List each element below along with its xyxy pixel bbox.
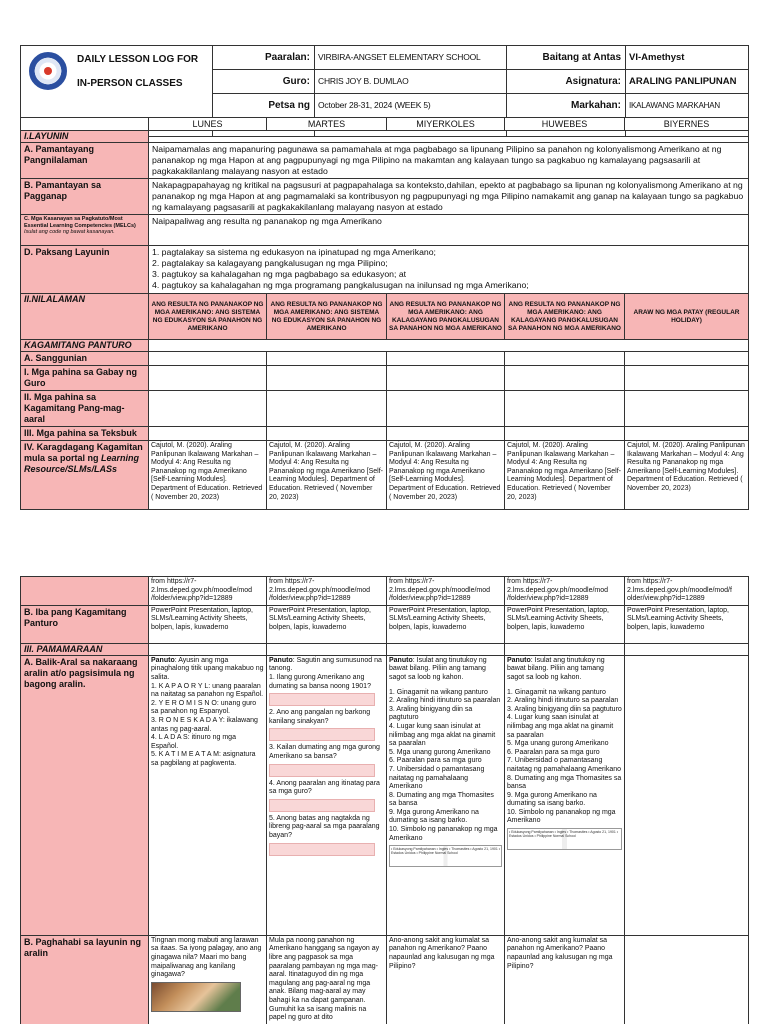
section-pamamaraan: III. PAMAMARAAN <box>21 643 149 655</box>
nilalaman-topic: ARAW NG MGA PATAY (REGULAR HOLIDAY) <box>625 294 749 340</box>
list-item: 1. pagtalakay sa sistema ng edukasyon na ipinatupad ng mga Amerikano; <box>152 247 436 257</box>
list-item: 2. pagtalakay sa kalagayang pangkalusugan ng mga Pilipino; <box>152 258 388 268</box>
answer-box[interactable] <box>269 764 375 777</box>
list-item: 3. R O N E S K A D A Y: ikalawang antas ng pag-aaral. <box>151 716 258 733</box>
guro-label: Guro: <box>213 70 315 94</box>
list-item: 8. Dumating ang mga Thomasites sa bansa <box>389 791 494 808</box>
day-header-blank <box>21 118 149 131</box>
balik-aral-lunes: Panuto: Ayusin ang mga pinaghalong titik upang makabuo ng salita. 1. K A P A O R Y L: unang paaralan na naitatag sa panahon ng Español. 2. Y E R O M I S N O: unang guro sa panahon ng Espanyol. 3. R O N E S K A D A Y: ikalawang antas ng pag-aaral. 4. L A D A S: itinuro ng mga Español. 5. K A T I M E A T A M: asignatura sa pagbilang at pagkwenta. <box>149 655 267 935</box>
nilalaman-topic: ANG RESULTA NG PANANAKOP NG MGA AMERIKANO: ANG SISTEMA NG EDUKASYON SA PANAHON NG AMERIKANO <box>267 294 387 340</box>
list-item: 4. pagtukoy sa kahalagahan ng mga programang pangkalusugan na inilunsad ng mga Amerikano; <box>152 280 529 290</box>
list-item: 10. Simbolo ng pananakop ng mga Amerikano <box>389 826 498 842</box>
kagamitan-cell: PowerPoint Presentation, laptop, SLMs/Learning Activity Sheets, bolpen, lapis, kuwaderno <box>505 605 625 643</box>
list-item: 1. Ilang gurong Amerikano ang dumating sa bansa noong 1901? <box>269 673 371 690</box>
asignatura-label: Asignatura: <box>507 70 626 94</box>
list-item: 3. Kailan dumating ang mga gurong Amerikano sa bansa? <box>269 744 380 760</box>
answer-box[interactable] <box>269 843 375 856</box>
list-item: 5. Anong batas ang nagtakda ng libreng pag-aaral sa mga paaralang bayan? <box>269 814 380 839</box>
list-item: 4. Lugar kung saan isinulat at nilimbag ang mga aklat na ginamit sa paaralan <box>389 722 496 748</box>
section-layunin: I.LAYUNIN <box>21 131 149 143</box>
choices-box: • Edukasyong Pamilyahanan • Ingles • Thomasites • Agosto 21, 1901 • Estados Unidos • Philippine Normal School <box>389 845 502 867</box>
label-melcs: C. Mga Kasanayan sa Pagkatuto/Most Essential Learning Competencies (MELCs) Isulat ang code ng bawat kasanayan. <box>21 215 149 246</box>
list-item: 2. Ano ang pangalan ng barkong kanilang sinakyan? <box>269 709 371 725</box>
list-item: 7. Unibersidad o pamantasang naitatag ng pamahalaang Amerikano <box>507 757 622 773</box>
label-teksbuk: III. Mga pahina sa Teksbuk <box>21 427 149 441</box>
nilalaman-topic: ANG RESULTA NG PANANAKOP NG MGA AMERIKANO: ANG KALAGAYANG PANGKALUSUGAN SA PANAHON NG MGA AMERIKANO <box>505 294 625 340</box>
lesson-log-body-1 <box>20 117 749 510</box>
list-item: 6. Paaralan para sa mga guro <box>507 748 600 756</box>
paksang-layunin-list <box>149 246 749 294</box>
list-item: 3. Araling binigyang diin sa pagtuturo <box>507 705 622 713</box>
list-item: 1. K A P A O R Y L: unang paaralan na naitatag sa panahon ng Español. <box>151 682 264 699</box>
balik-aral-huwebes: Panuto: Isulat ang tinutukoy ng bawat bilang. Piliin ang tamang sagot sa loob ng kahon. 1. Ginagamit na wikang panturo 2. Araling hindi itinuturo sa paaralan 3. Araling binigyang diin sa pagtuturo 4. Lugar kung saan isinulat at nilimbag ang mga aklat na ginamit sa paaralan 5. Mga unang gurong Amerikano 6. Paaralan para sa mga guro 7. Unibersidad o pamantasang naitatag ng pamahalaang Amerikano 8. Dumating ang mga Thomasites sa bansa 9. Mga gurong Amerikano na dumating sa isang barko. 10. Simbolo ng pananakop ng mga Amerikano • Edukasyong Pamilyahanan • Ingles • Thomasites • Agosto 21, 1901 • Estados Unidos • Philippine Normal School <box>505 655 625 935</box>
petsa-value: October 28-31, 2024 (WEEK 5) <box>315 94 507 137</box>
answer-box[interactable] <box>269 693 375 706</box>
list-item: 4. Lugar kung saan isinulat at nilimbag ang mga aklat na ginamit sa paaralan <box>507 714 614 739</box>
label-karagdagang-kagamitan: IV. Karagdagang Kagamitan mula sa portal ng Learning Resource/SLMs/LASs <box>21 441 149 510</box>
paaralan-value: VIRBIRA-ANGSET ELEMENTARY SCHOOL <box>315 46 507 70</box>
log-title: DAILY LESSON LOG FOR IN-PERSON CLASSES <box>77 54 199 89</box>
list-item: 1. Ginagamit na wikang panturo <box>389 688 488 696</box>
day-martes: MARTES <box>267 118 387 131</box>
baitang-label: Baitang at Antas <box>507 46 626 70</box>
list-item: 3. pagtukoy sa kahalagahan ng mga pagbabago sa edukasyon; at <box>152 269 407 279</box>
choices-box: • Edukasyong Pamilyahanan • Ingles • Thomasites • Agosto 21, 1901 • Estados Unidos • Philippine Normal School <box>507 828 622 850</box>
guro-value: CHRIS JOY B. DUMLAO <box>315 70 507 94</box>
list-item: 10. Simbolo ng pananakop ng mga Amerikano <box>507 808 616 825</box>
list-item: 1. Ginagamit na wikang panturo <box>507 688 606 696</box>
portal-link-cell: from https://r7-2.lms.deped.gov.ph/moodle/mod /folder/view.php?id=12889 <box>387 577 505 606</box>
balik-aral-martes: Panuto: Sagutin ang sumusunod na tanong. 1. Ilang gurong Amerikano ang dumating sa bansa noong 1901? 2. Ano ang pangalan ng barkong kanilang sinakyan? 3. Kailan dumating ang mga gurong Amerikano sa bansa? 4. Anong paaralan ang itinatag para sa mga guro? 5. Anong batas ang nagtakda ng libreng pag-aaral sa mga paaralang bayan? <box>267 655 387 935</box>
portal-link-cell: from https://r7-2.lms.deped.gov.ph/moodle/mod /folder/view.php?id=12889 <box>149 577 267 606</box>
label-balik-aral: A. Balik-Aral sa nakaraang aralin at/o pagsisimula ng bagong aralin. <box>21 655 149 935</box>
list-item: 7. Unibersidad o pamantasang naitatag ng pamahalaang Amerikano <box>389 765 485 791</box>
label-iba-pang-kagamitan: B. Iba pang Kagamitang Panturo <box>21 605 149 643</box>
list-item: 3. Araling binigyang diin sa pagtuturo <box>389 705 473 722</box>
label-pamantayang-pangnilalaman: A. Pamantayang Pangnilalaman <box>21 143 149 179</box>
text-pamantayang-pangnilalaman: Naipamamalas ang mapanuring pagunawa sa pamamahala at mga pagbabago sa lipunang Pilipino sa panahon ng kolonyalismong Amerikano at ng pananakop ng mga Hapon at ang pagpupunyagi ng mga Pilipino na makamtan ang kalayaan tungo sa pagkabuo ng kamalayang pagsasarili at pagkakakilanlang malayang nasyon at estado <box>149 143 749 179</box>
sanggunian-cell: Cajutol, M. (2020). Araling Panlipunan Ikalawang Markahan – Modyul 4: Ang Resulta ng Pananakop ng mga Amerikano [Self-Learning Modules]. Department of Education. Retrieved ( November 20, 2023) <box>505 441 625 510</box>
paghahabi-lunes: Tingnan mong mabuti ang larawan sa itaas. Sa iyong palagay, ano ang ginagawa nila? Maari mo bang maipaliwanag ang kanilang ginagawa? <box>149 935 267 1024</box>
list-item: 9. Mga gurong Amerikano na dumating sa isang barko. <box>507 791 597 808</box>
nilalaman-topic: ANG RESULTA NG PANANAKOP NG MGA AMERIKANO: ANG SISTEMA NG EDUKASYON SA PANAHON NG AMERIKANO <box>149 294 267 340</box>
day-huwebes: HUWEBES <box>505 118 625 131</box>
lesson-log-page-2 <box>20 576 749 1024</box>
label-sanggunian: A. Sanggunian <box>21 352 149 366</box>
section-nilalaman: II.NILALAMAN <box>21 294 149 340</box>
text-melcs: Naipapaliwag ang resulta ng pananakop ng mga Amerikano <box>149 215 749 246</box>
day-lunes: LUNES <box>149 118 267 131</box>
kagamitan-cell: PowerPoint Presentation, laptop, SLMs/Learning Activity Sheets, bolpen, lapis, kuwaderno <box>625 605 749 643</box>
list-item: 4. Anong paaralan ang itinatag para sa mga guro? <box>269 779 380 796</box>
label-paksang-layunin: D. Paksang Layunin <box>21 246 149 294</box>
day-biyernes: BIYERNES <box>625 118 749 131</box>
label-kagamitang-pang-mag-aaral: II. Mga pahina sa Kagamitang Pang-mag-aaral <box>21 391 149 427</box>
list-item: 6. Paaralan para sa mga guro <box>389 757 482 765</box>
list-item: 4. L A D A S: itinuro ng mga Español. <box>151 734 236 750</box>
kagamitan-cell: PowerPoint Presentation, laptop, SLMs/Learning Activity Sheets, bolpen, lapis, kuwaderno <box>387 605 505 643</box>
baitang-value: VI-Amethyst <box>626 46 749 70</box>
answer-box[interactable] <box>269 728 375 741</box>
kagamitan-cell: PowerPoint Presentation, laptop, SLMs/Learning Activity Sheets, bolpen, lapis, kuwaderno <box>149 605 267 643</box>
portal-link-cell: from https://r7-2.lms.deped.gov.ph/moodle/mod /folder/view.php?id=12889 <box>267 577 387 606</box>
petsa-label: Petsa ng <box>213 94 315 137</box>
portal-link-cell: from https://r7-2.lms.deped.gov.ph/moodle/mod/f older/view.php?id=12889 <box>625 577 749 606</box>
markahan-value: IKALAWANG MARKAHAN <box>626 94 749 137</box>
section-kagamitang-panturo: KAGAMITANG PANTURO <box>21 340 149 352</box>
paaralan-label: Paaralan: <box>213 46 315 70</box>
paghahabi-martes: Mula pa noong panahon ng Amerikano hanggang sa ngayon ay libre ang pagpasok sa mga paaralang pambayan ng mga mag-aaral. Itinataguyod din ng mga magulang ang pag-aaral ng mga anak. Bilang mag-aaral ay may bahagi ka na dapat gampanan. Gumuhit ka sa isang malinis na papel ng guro at dito <box>267 935 387 1024</box>
sanggunian-cell: Cajutol, M. (2020). Araling Panlipunan Ikalawang Markahan – Modyul 4: Ang Resulta ng Pananakop ng mga Amerikano [Self-Learning Modules]. Department of Education. Retrieved ( November 20, 2023) <box>387 441 505 510</box>
balik-aral-miyerkoles: Panuto: Isulat ang tinutukoy ng bawat bilang. Piliin ang tamang sagot sa loob ng kahon. 1. Ginagamit na wikang panturo 2. Araling hindi itinuturo sa paaralan 3. Araling binigyang diin sa pagtuturo 4. Lugar kung saan isinulat at nilimbag ang mga aklat na ginamit sa paaralan 5. Mga unang gurong Amerikano 6. Paaralan para sa mga guro 7. Unibersidad o pamantasang naitatag ng pamahalaang Amerikano 8. Dumating ang mga Thomasites sa bansa 9. Mga gurong Amerikano na dumating sa isang barko. 10. Simbolo ng pananakop ng mga Amerikano • Edukasyong Pamilyahanan • Ingles • Thomasites • Agosto 21, 1901 • Estados Unidos • Philippine Normal School <box>387 655 505 935</box>
list-item: 2. Y E R O M I S N O: unang guro sa panahon ng Espanyol. <box>151 699 257 716</box>
sanggunian-cell: Cajutol, M. (2020). Araling Panlipunan Ikalawang Markahan – Modyul 4: Ang Resulta ng Pananakop ng mga Amerikano [Self-Learning Modules]. Department of Education. Retrieved ( November 20, 2023) <box>625 441 749 510</box>
list-item: 5. Mga unang gurong Amerikano <box>389 748 491 756</box>
markahan-label: Markahan: <box>507 94 626 137</box>
list-item: 8. Dumating ang mga Thomasites sa bansa <box>507 774 622 791</box>
list-item: 2. Araling hindi itinuturo sa paaralan <box>389 697 501 705</box>
portal-link-cell: from https://r7-2.lms.deped.gov.ph/moodle/mod /folder/view.php?id=12889 <box>505 577 625 606</box>
asignatura-value: ARALING PANLIPUNAN <box>626 70 749 94</box>
nilalaman-topic: ANG RESULTA NG PANANAKOP NG MGA AMERIKANO: ANG KALAGAYANG PANGKALUSUGAN SA PANAHON NG MGA AMERIKANO <box>387 294 505 340</box>
list-item: 9. Mga gurong Amerikano na dumating sa isang barko. <box>389 808 479 825</box>
day-miyerkoles: MIYERKOLES <box>387 118 505 131</box>
label-pamantayan-sa-pagganap: B. Pamantayan sa Pagganap <box>21 179 149 215</box>
sanggunian-cell: Cajutol, M. (2020). Araling Panlipunan Ikalawang Markahan – Modyul 4: Ang Resulta ng Pananakop ng mga Amerikano [Self-Learning Modules]. Department of Education. Retrieved ( November 20, 2023) <box>267 441 387 510</box>
list-item: 5. Mga unang gurong Amerikano <box>507 740 609 748</box>
kagamitan-cell: PowerPoint Presentation, laptop, SLMs/Learning Activity Sheets, bolpen, lapis, kuwaderno <box>267 605 387 643</box>
paghahabi-miyerkoles: Ano-anong sakit ang kumalat sa panahon ng Amerikano? Paano napaunlad ang kalusugan ng mga Pilipino? <box>387 935 505 1024</box>
label-paghahabi: B. Paghahabi sa layunin ng aralin <box>21 935 149 1024</box>
deped-seal-icon <box>29 52 67 90</box>
classroom-photo-image <box>151 982 241 1012</box>
text-pamantayan-sa-pagganap: Nakapagpapahayag ng kritikal na pagsusuri at pagpapahalaga sa konteksto,dahilan, epekto at pagbabago sa lipunan ng kolonyalismong Amerikano at ng pananakop ng mga Hapon at ang pagmamalaki sa kontribusyon ng pagpupunyagi ng mga Pilipino namakamit ang ganap na kalayaan tungo sa pagkabuo ng kamalayang pagsasarili at pagkakakilanlang malayang nasyon at estado <box>149 179 749 215</box>
paghahabi-huwebes: Ano-anong sakit ang kumalat sa panahon ng Amerikano? Paano napaunlad ang kalusugan ng mga Pilipino? <box>505 935 625 1024</box>
list-item: 2. Araling hindi itinuturo sa paaralan <box>507 697 619 705</box>
label-gabay-ng-guro: I. Mga pahina sa Gabay ng Guro <box>21 366 149 391</box>
answer-box[interactable] <box>269 799 375 812</box>
list-item: 5. K A T I M E A T A M: asignatura sa pagbilang at pagkwenta. <box>151 751 256 767</box>
sanggunian-cell: Cajutol, M. (2020). Araling Panlipunan Ikalawang Markahan – Modyul 4: Ang Resulta ng Pananakop ng mga Amerikano [Self-Learning Modules]. Department of Education. Retrieved ( November 20, 2023) <box>149 441 267 510</box>
